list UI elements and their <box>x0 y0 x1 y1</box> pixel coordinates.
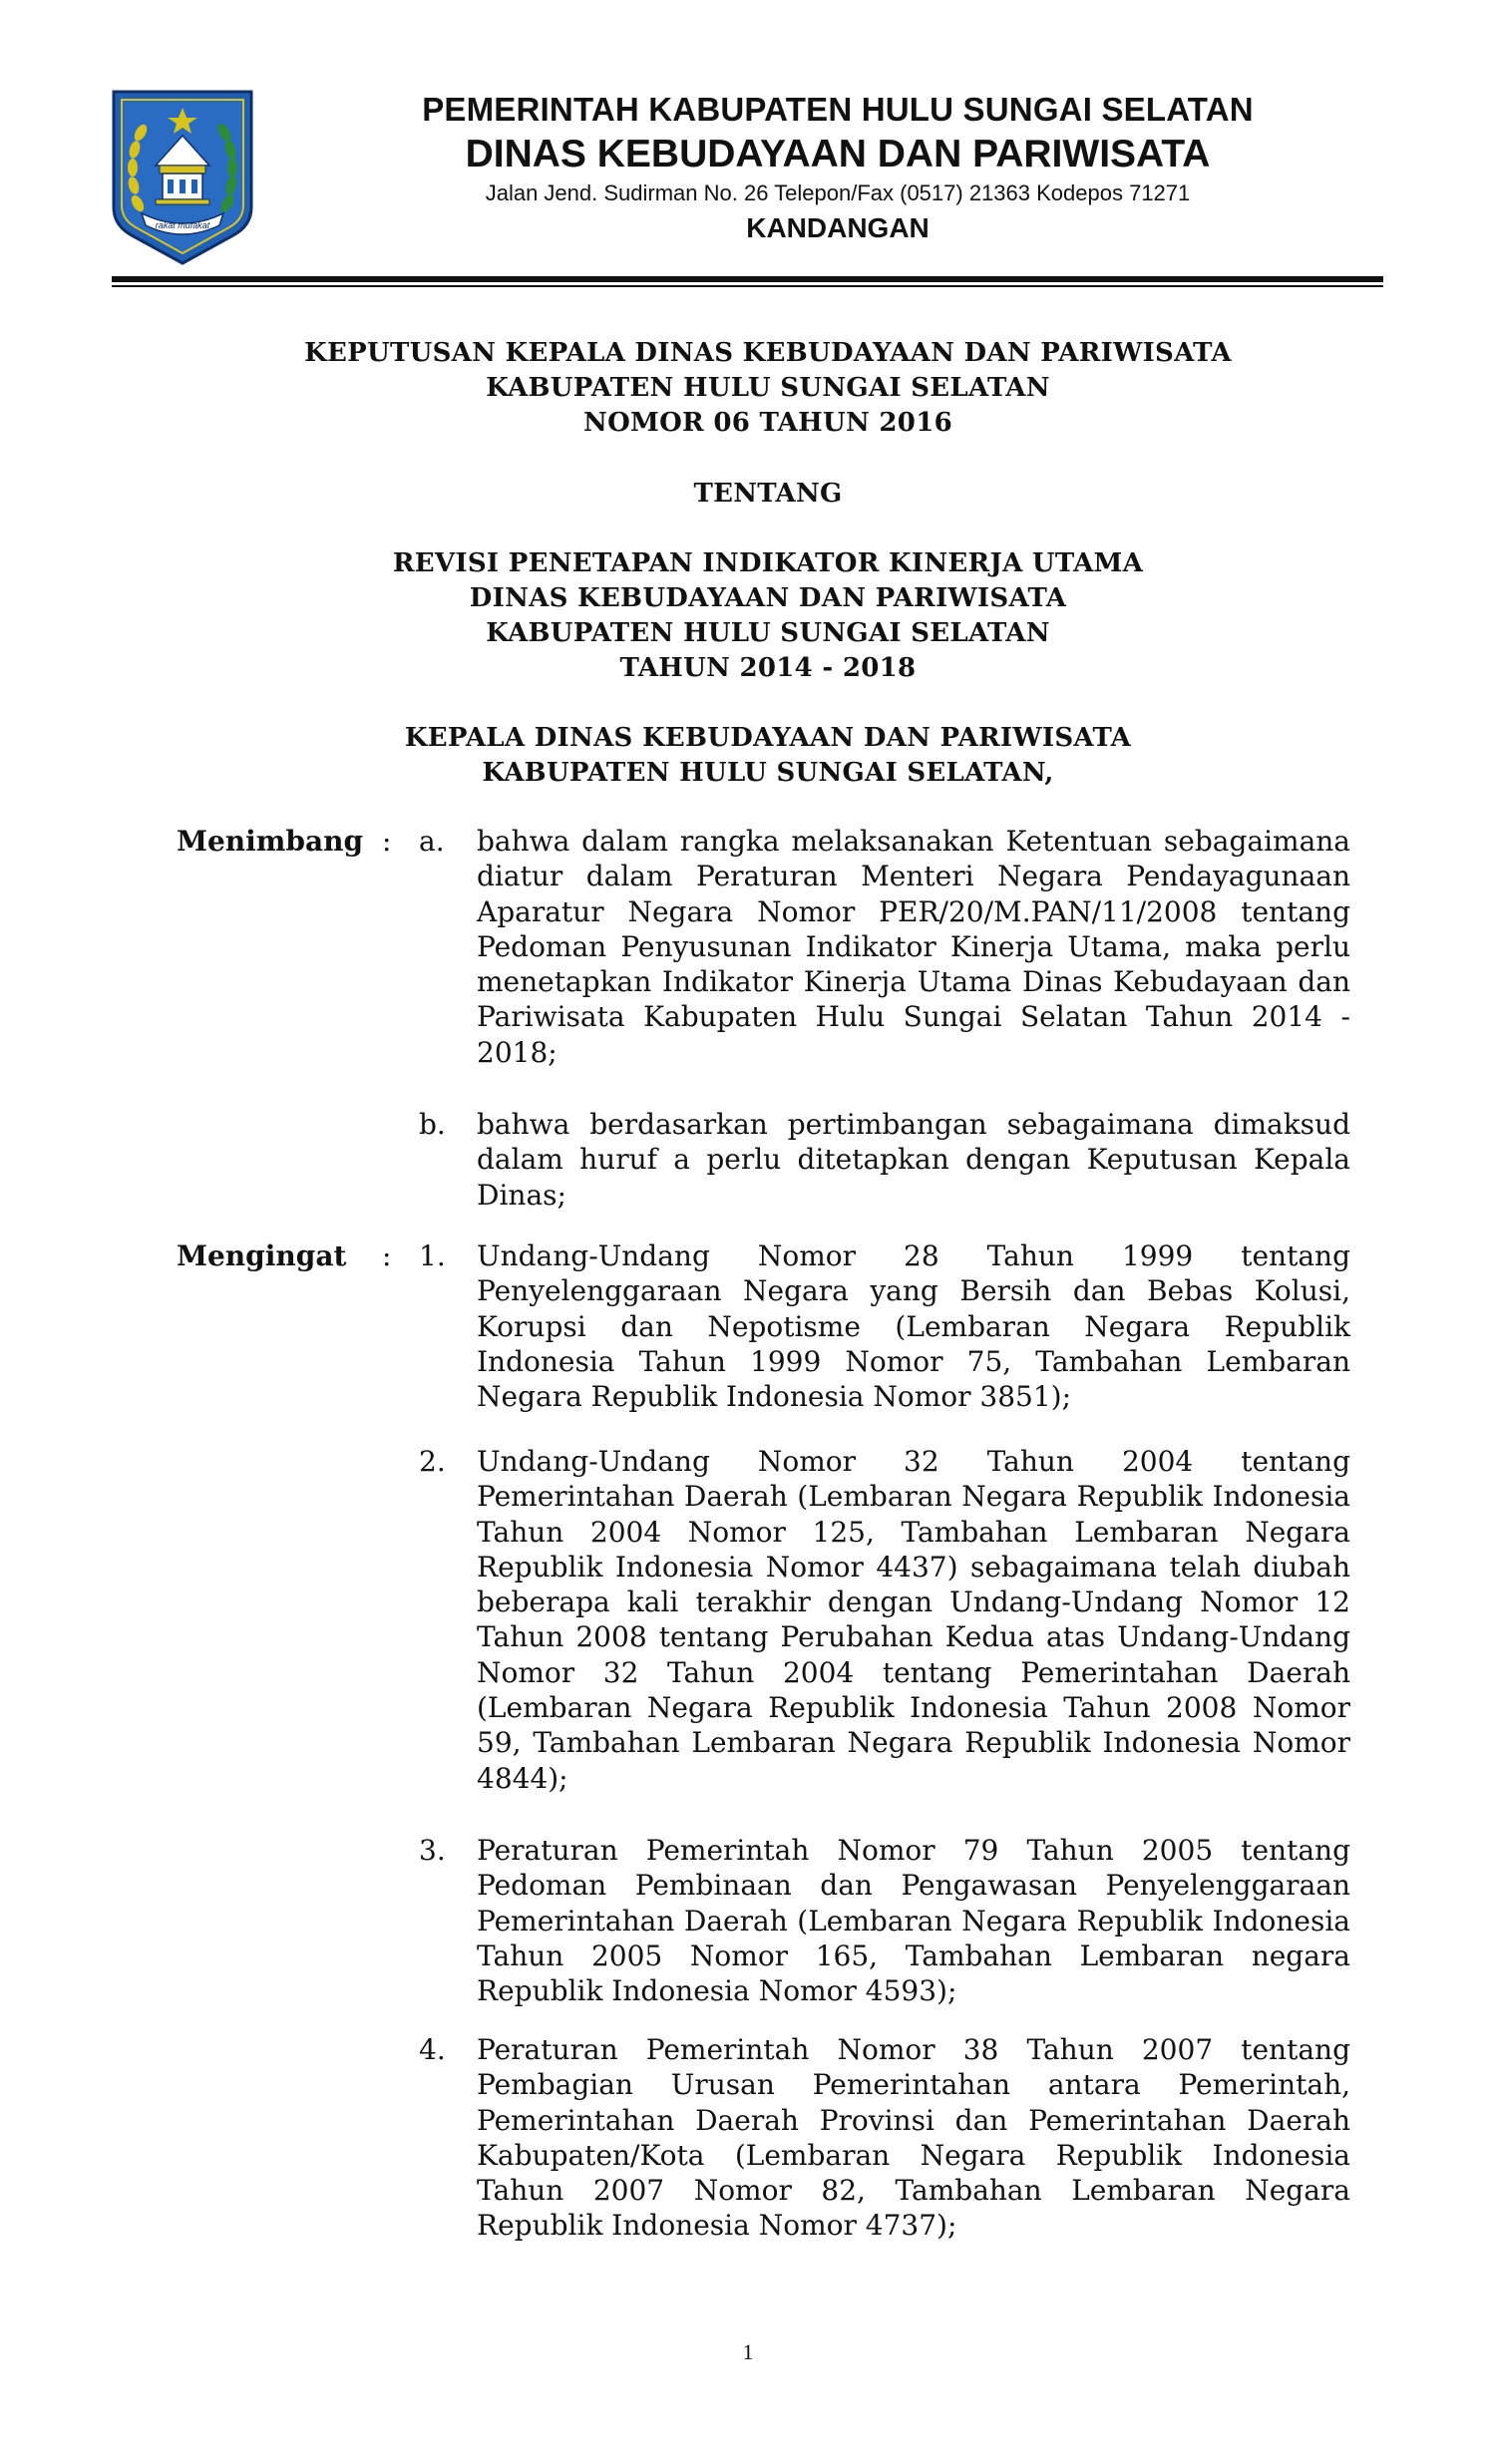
issuer-heading <box>180 721 1356 791</box>
subject-line: REVISI PENETAPAN INDIKATOR KINERJA UTAMA <box>392 548 1144 578</box>
subject-line: KABUPATEN HULU SUNGAI SELATAN <box>486 618 1050 648</box>
item-text: Undang-Undang Nomor 32 Tahun 2004 tentang Pemerintahan Daerah (Lembaran Negara Republik Indonesia Tahun 2004 Nomor 125, Tambahan Lembaran Negara Republik Indonesia Nomor 4437) sebagaimana telah diubah beberapa kali terakhir dengan Undang-Undang Nomor 12 Tahun 2008 tentang Perubahan Kedua atas Undang-Undang Nomor 32 Tahun 2004 tentang Pemerintahan Daerah (Lembaran Negara Republik Indonesia Tahun 2008 Nomor 59, Tambahan Lembaran Negara Republik Indonesia Nomor 4844); <box>477 1445 1350 1795</box>
item-marker: 1. <box>419 1239 446 1272</box>
letterhead-government: PEMERINTAH KABUPATEN HULU SUNGAI SELATAN <box>422 91 1254 128</box>
issuer-line: KABUPATEN HULU SUNGAI SELATAN, <box>482 758 1054 788</box>
decree-subject <box>180 546 1356 686</box>
menimbang-colon: : <box>382 825 392 858</box>
item-text: Peraturan Pemerintah Nomor 79 Tahun 2005 tentang Pedoman Pembinaan dan Pengawasan Penyelenggaraan Pemerintahan Daerah (Lembaran Negara Republik Indonesia Tahun 2005 Nomor 165, Tambahan Lembaran negara Republik Indonesia Nomor 4593); <box>477 1834 1350 2008</box>
page-number: 1 <box>742 2339 754 2364</box>
item-marker: 3. <box>419 1834 446 1867</box>
tentang-label: TENTANG <box>693 479 843 509</box>
regional-emblem-graphic <box>108 86 257 267</box>
item-marker: 2. <box>419 1445 446 1478</box>
item-marker: a. <box>419 825 445 858</box>
issuer-line: KEPALA DINAS KEBUDAYAAN DAN PARIWISATA <box>404 723 1132 753</box>
decree-title <box>180 336 1356 441</box>
mengingat-label: Mengingat <box>177 1239 347 1272</box>
decree-number: NOMOR 06 TAHUN 2016 <box>583 408 952 438</box>
subject-line: TAHUN 2014 - 2018 <box>619 653 917 683</box>
menimbang-label: Menimbang <box>177 825 364 858</box>
letterhead-city: KANDANGAN <box>746 212 930 243</box>
item-text: Peraturan Pemerintah Nomor 38 Tahun 2007 tentang Pembagian Urusan Pemerintahan antara Pemerintah, Pemerintahan Daerah Provinsi dan Pemerintahan Daerah Kabupaten/Kota (Lembaran Negara Republik Indonesia Tahun 2007 Nomor 82, Tambahan Lembaran Negara Republik Indonesia Nomor 4737); <box>477 2033 1350 2243</box>
decree-title-line: KABUPATEN HULU SUNGAI SELATAN <box>486 373 1050 403</box>
mengingat-colon: : <box>382 1239 392 1272</box>
tentang-heading <box>180 477 1356 512</box>
letterhead <box>299 88 1376 247</box>
item-text: bahwa berdasarkan pertimbangan sebagaimana dimaksud dalam huruf a perlu ditetapkan dengan Keputusan Kepala Dinas; <box>477 1108 1350 1212</box>
item-text: Undang-Undang Nomor 28 Tahun 1999 tentang Penyelenggaraan Negara yang Bersih dan Bebas Kolusi, Korupsi dan Nepotisme (Lembaran Negara Republik Indonesia Tahun 1999 Nomor 75, Tambahan Lembaran Negara Republik Indonesia Nomor 3851); <box>477 1239 1350 1414</box>
letterhead-address: Jalan Jend. Sudirman No. 26 Telepon/Fax (0517) 21363 Kodepos 71271 <box>485 180 1191 205</box>
letterhead-agency: DINAS KEBUDAYAAN DAN PARIWISATA <box>465 133 1211 176</box>
emblem-ribbon-text: rakat mufakat <box>155 220 210 230</box>
regional-emblem-icon <box>108 86 257 267</box>
decree-title-line: KEPUTUSAN KEPALA DINAS KEBUDAYAAN DAN PARIWISATA <box>304 338 1232 368</box>
item-marker: 4. <box>419 2033 446 2066</box>
item-marker: b. <box>419 1108 446 1141</box>
letterhead-divider-thin <box>112 285 1383 287</box>
subject-line: DINAS KEBUDAYAAN DAN PARIWISATA <box>469 583 1067 613</box>
item-text: bahwa dalam rangka melaksanakan Ketentuan sebagaimana diatur dalam Peraturan Menteri Negara Pendayagunaan Aparatur Negara Nomor PER/20/M.PAN/11/2008 tentang Pedoman Penyusunan Indikator Kinerja Utama, maka perlu menetapkan Indikator Kinerja Utama Dinas Kebudayaan dan Pariwisata Kabupaten Hulu Sungai Selatan Tahun 2014 - 2018; <box>477 825 1350 1069</box>
letterhead-divider-thick <box>112 276 1383 282</box>
